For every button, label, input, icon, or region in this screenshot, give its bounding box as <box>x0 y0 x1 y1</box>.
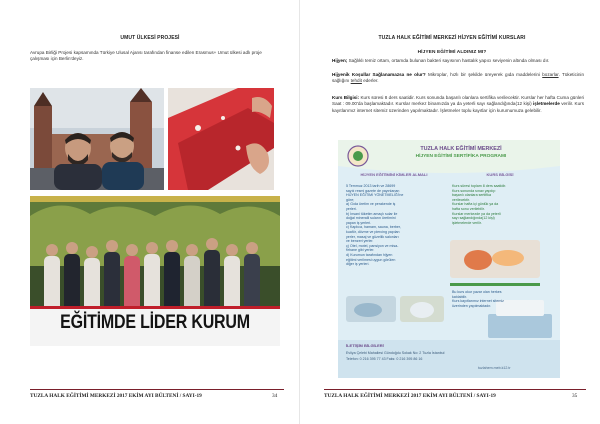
poster-line: Kurs süresi toplam 8 ders saatidir. <box>452 184 507 188</box>
poster-line: işletmelerde verilir. <box>452 220 482 225</box>
right-footer-rule <box>324 389 586 390</box>
conditions-mid: . Tüketicinin sağlığını <box>332 72 585 84</box>
hygiene-text: Sağlıklı temiz ortam, ortamda bulunan bakteri sayısının hastalık yapıcı seviyenin altında olması dır. <box>348 58 550 63</box>
poster-program: HİJYEN EĞİTİMİ SERTİFİKA PROGRAMI <box>415 154 507 159</box>
poster-line: göre; <box>346 197 355 202</box>
conditions-underlined-2: tehdit <box>350 78 362 84</box>
course-paragraph <box>332 95 584 114</box>
right-footer-title: TUZLA HALK EĞİTİMİ MERKEZİ 2017 EKİM AYI BÜLTENİ / SAYI-19 <box>324 393 496 399</box>
poster-contact-address: Evliya Çelebi Mahallesi Gündoğdu Sokak No: 2 Tuzla İstanbul <box>346 351 445 355</box>
poster-line: üzerinden yapılmaktadır. <box>452 303 492 308</box>
poster-line: yerler, masaj ve güzellik salonları <box>346 234 399 239</box>
poster-right-header: KURS BİLGİSİ <box>486 172 514 177</box>
poster-contact-web: tuzlahem.meb.k12.tr <box>478 366 511 370</box>
poster-line: yerleri. <box>346 206 357 211</box>
poster-line: Kurs kayıtlarımız internet sitemiz <box>452 299 504 304</box>
berlin-selfie-photo <box>30 88 164 190</box>
banner-text: EĞİTİMDE LİDER KURUM <box>60 312 250 333</box>
poster-contact-header: İLETİŞİM BİLGİLERİ <box>346 343 384 348</box>
poster-line: Kurslar merkezde ya da yeterli <box>452 211 501 216</box>
right-page-number: 35 <box>572 393 578 399</box>
poster-line: HİJYEN EĞİTİMİ YÖNETMELİĞİ'ne <box>346 193 404 198</box>
poster-line: yapan iş yerleri. <box>346 220 372 225</box>
conditions-end: ederler. <box>363 78 379 84</box>
poster-line: diğer iş yerleri. <box>346 262 370 267</box>
poster-line: Kurs sonunda sınav yapılıp <box>452 188 496 193</box>
hygiene-label: Hijyen; <box>332 58 348 63</box>
poster-line: sayı sağlandığında(12 kişi) <box>452 216 495 221</box>
conditions-label: Hijyenik Koşullar Sağlanamazsa ne olur? <box>332 72 426 77</box>
right-page <box>300 0 600 424</box>
poster-line: c) Kaplıca, hamam, sauna, berber, <box>346 225 401 230</box>
poster-line: ve benzeri yerler. <box>346 239 374 244</box>
conditions-text: Mikroplar, hızlı bir şekilde üreyerek gıda maddelerini <box>427 72 540 77</box>
conditions-paragraph <box>332 72 584 85</box>
poster-contact-phone: Telefon: 0 216 395 77 43 Faks: 0 216 395 86 16 <box>346 357 423 361</box>
poster-line: eğitimi verilmesi uygun görülen <box>346 257 396 262</box>
poster-line: verilecektir. <box>452 197 470 202</box>
poster-line: 5 Temmuz 2013 tarih ve 28699 <box>346 184 396 188</box>
left-footer-rule <box>30 389 284 390</box>
poster-line: başarılı olanlara sertifika <box>452 193 491 198</box>
poster-line: ç) Otel, motel, pansiyon ve misa- <box>346 243 399 248</box>
course-label: Kurs Bilgisi: <box>332 95 360 100</box>
poster-right-lines <box>452 184 552 225</box>
left-page-title: UMUT ÜLKESİ PROJESİ <box>120 35 180 41</box>
left-page-number: 34 <box>272 393 278 399</box>
red-wall-photo <box>168 88 274 190</box>
hygiene-poster <box>338 140 560 378</box>
course-text-2: verilir. Kurs kayıtlarımız internet sitemiz üzerinden yapılmaktadır. İşletmeler toplu kayıtlar için kurumumuza gelebilir. <box>332 101 584 113</box>
course-bold: işletmelerde <box>533 101 560 107</box>
poster-line: hafta sonu verilebilir. <box>452 206 485 211</box>
right-page-subtitle: HİJYEN EĞİTİMİ ALDINIZ MI? <box>417 50 487 55</box>
poster-left-lines <box>346 184 446 267</box>
course-text-1: Kurs süresi 8 ders saatidir. Kurs sonunda başarılı olanlara sertifika verilecektir. Kurslar her hafta Cuma günleri Saat : 09.00'da başlamaktadır. Kurslar merkez binamızda ya da yeterli sayı sağlandığında(12 kişi) <box>332 95 584 107</box>
poster-line: firhane gibi yerler. <box>346 248 375 253</box>
poster-line: sayılı resmi gazete de yayınlanan <box>346 188 400 193</box>
poster-line: d) Kurumun tarafından hijyen <box>346 252 393 257</box>
poster-right-lines-2 <box>452 290 552 308</box>
poster-left-header: HİJYEN EĞİTİMİNİ KİMLER ALMALI <box>360 172 428 177</box>
hygiene-paragraph <box>332 58 584 64</box>
poster-line: kuaför, dövme ve piercing yapılan <box>346 229 400 234</box>
poster-org: TUZLA HALK EĞİTİMİ MERKEZİ <box>420 146 502 152</box>
right-page-title: TUZLA HALK EĞİTİMİ MERKEZİ HİJYEN EĞİTİMİ KURSLARI <box>378 35 526 41</box>
poster-line: doğal mineralli suların üretimini <box>346 216 396 221</box>
poster-line: b) İnsani tüketim amaçlı sular ile <box>346 211 398 216</box>
poster-line: Bu kurs okur yazar olan herkes <box>452 290 502 294</box>
left-footer-title: TUZLA HALK EĞİTİMİ MERKEZİ 2017 EKİM AYI BÜLTENİ / SAYI-19 <box>30 393 202 399</box>
conditions-underlined-1: bozarlar <box>542 72 559 77</box>
left-page-intro: Avrupa Birliği Projesi kapsamında Türkiye Ulusal Ajansı tarafından finanse edilen Erasmus+ Umut ülkesi adlı proje çalışması için Berlin'deyiz. <box>30 50 262 62</box>
poster-line: a) Gıda üretim ve perakende iş <box>346 202 396 207</box>
group-photo-banner <box>30 196 280 346</box>
poster-line: katılabilir. <box>452 294 467 299</box>
poster-line: Kurslar hafta içi günlük ya da <box>452 202 499 207</box>
